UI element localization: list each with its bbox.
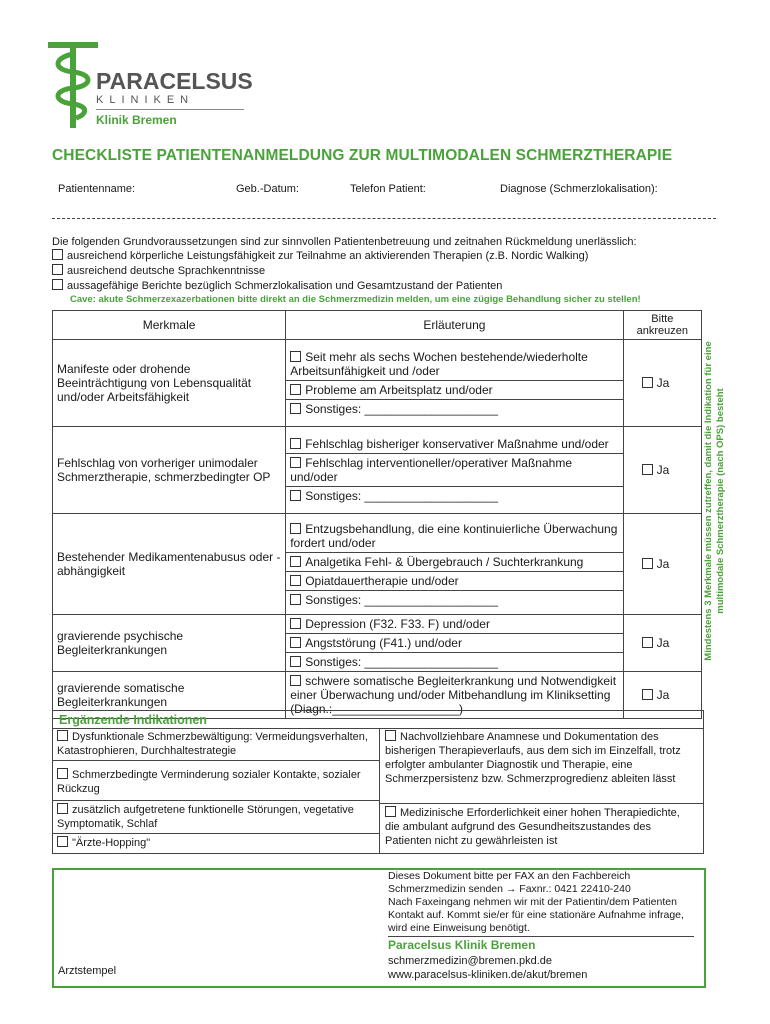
ja-cell[interactable]: Ja bbox=[623, 615, 701, 672]
merkmal-cell: gravierende psychische Begleiterkrankungen bbox=[53, 615, 286, 672]
header-merkmale: Merkmale bbox=[53, 311, 286, 340]
intro-item: ausreichend deutsche Sprachkenntnisse bbox=[52, 264, 265, 278]
ergaenzend-title-divider bbox=[53, 728, 703, 729]
checkbox-icon[interactable] bbox=[57, 768, 68, 779]
checkbox-icon[interactable] bbox=[290, 457, 301, 468]
clinic-name: Klinik Bremen bbox=[96, 113, 177, 127]
ja-cell[interactable]: Ja bbox=[623, 427, 701, 514]
checkbox-icon[interactable] bbox=[290, 618, 301, 629]
intro-item: aussagefähige Berichte bezüglich Schmerzlokalisation und Gesamtzustand der Patienten bbox=[52, 279, 502, 293]
erl-item[interactable]: Sonstiges: ____________________ bbox=[286, 653, 622, 671]
erg-left-divider bbox=[53, 800, 379, 801]
intro-text: Die folgenden Grundvoraussetzungen sind zur sinnvollen Patientenbetreuung und zeitnahen Rückmeldung unerlässlich: bbox=[52, 236, 637, 248]
fax-box bbox=[52, 868, 706, 988]
erl-item[interactable]: Fehlschlag bisheriger konservativer Maßnahme und/oder bbox=[286, 435, 622, 454]
checkbox-icon[interactable] bbox=[290, 656, 301, 667]
erl-item[interactable]: Opiatdauertherapie und/oder bbox=[286, 572, 622, 591]
erg-right-divider bbox=[379, 803, 703, 804]
checkbox-icon[interactable] bbox=[290, 438, 301, 449]
page-title: CHECKLISTE PATIENTENANMELDUNG ZUR MULTIMODALEN SCHMERZTHERAPIE bbox=[52, 147, 673, 164]
field-patient-name: Patientenname: bbox=[58, 183, 136, 195]
checkbox-icon[interactable] bbox=[290, 523, 301, 534]
erl-item[interactable]: Sonstiges: ____________________ bbox=[286, 400, 622, 418]
checkbox-icon[interactable] bbox=[290, 403, 301, 414]
checkbox-icon[interactable] bbox=[57, 730, 68, 741]
footer-clinic: Paracelsus Klinik Bremen bbox=[388, 938, 536, 952]
checkbox-icon[interactable] bbox=[290, 384, 301, 395]
fax-text: Dieses Dokument bitte per FAX an den Fachbereich Schmerzmedizin senden → Faxnr.: 0421 22410-240 bbox=[388, 870, 631, 895]
ja-cell[interactable]: Ja bbox=[623, 340, 701, 427]
checkbox-icon[interactable] bbox=[642, 637, 653, 648]
cave-note: Cave: akute Schmerzexazerbationen bitte direkt an die Schmerzmedizin melden, um eine zügige Behandlung sicher zu stellen! bbox=[70, 294, 641, 305]
table-row bbox=[53, 615, 702, 672]
checkbox-icon[interactable] bbox=[290, 556, 301, 567]
logo bbox=[48, 40, 253, 130]
ja-cell[interactable]: Ja bbox=[623, 514, 701, 615]
checkbox-icon[interactable] bbox=[642, 689, 653, 700]
erl-item[interactable]: Entzugsbehandlung, die eine kontinuierliche Überwachung fordert und/oder bbox=[286, 520, 622, 553]
staff-of-asclepius-icon bbox=[48, 40, 98, 130]
fax-divider bbox=[388, 936, 694, 937]
header-erlaeuterung: Erläuterung bbox=[286, 311, 623, 340]
checkbox-icon[interactable] bbox=[57, 803, 68, 814]
erg-right-item[interactable]: Nachvollziehbare Anamnese und Dokumentation des bisherigen Therapieverlaufs, aus dem sich im Einzelfall, trotz erfolgter ambulanter Diagnostik und Therapie, eine Schmerzpersistenz bzw. Schmerzprogredienz ableiten lässt bbox=[385, 731, 681, 785]
checkbox-icon[interactable] bbox=[52, 279, 63, 290]
criteria-table bbox=[52, 310, 702, 719]
erg-left-divider bbox=[53, 760, 379, 761]
table-row bbox=[53, 340, 702, 427]
checkbox-icon[interactable] bbox=[642, 464, 653, 475]
ergaenzend-section bbox=[52, 710, 704, 854]
checkbox-icon[interactable] bbox=[52, 264, 63, 275]
ergaenzend-col-divider bbox=[379, 728, 380, 853]
checkbox-icon[interactable] bbox=[385, 730, 396, 741]
erl-item[interactable]: Angststörung (F41.) und/oder bbox=[286, 634, 622, 653]
checkbox-icon[interactable] bbox=[57, 836, 68, 847]
fax-instructions bbox=[388, 870, 694, 935]
erl-item[interactable]: Probleme am Arbeitsplatz und/oder bbox=[286, 381, 622, 400]
erl-item[interactable]: Depression (F32. F33. F) und/oder bbox=[286, 615, 622, 634]
checkbox-icon[interactable] bbox=[642, 377, 653, 388]
arztstempel-label: Arztstempel bbox=[58, 965, 117, 977]
header-ankreuzen: Bitte ankreuzen bbox=[623, 311, 701, 340]
brand-name: PARACELSUS bbox=[96, 68, 253, 94]
brand-sub: KLINIKEN bbox=[96, 94, 195, 106]
checkbox-icon[interactable] bbox=[385, 806, 396, 817]
intro-item: ausreichend körperliche Leistungsfähigkeit zur Teilnahme an aktivierenden Therapien (z.B. Nordic Walking) bbox=[52, 249, 588, 263]
checkbox-icon[interactable] bbox=[52, 249, 63, 260]
ergaenzend-title: Ergänzende Indikationen bbox=[59, 713, 207, 727]
fields-underline bbox=[52, 218, 716, 219]
table-row bbox=[53, 514, 702, 615]
field-dob: Geb.-Datum: bbox=[236, 183, 299, 195]
checkbox-icon[interactable] bbox=[290, 675, 301, 686]
merkmal-cell: Fehlschlag von vorheriger unimodaler Schmerztherapie, schmerzbedingter OP bbox=[53, 427, 286, 514]
erg-left-divider bbox=[53, 833, 379, 834]
erl-item[interactable]: schwere somatische Begleiterkrankung und Notwendigkeit einer Überwachung und/oder Mitbehandlung im Kliniksetting (Diagn.:___________________) bbox=[290, 674, 617, 716]
erg-left-item[interactable]: "Ärzte-Hopping" bbox=[57, 836, 375, 850]
checkbox-icon[interactable] bbox=[290, 490, 301, 501]
after-fax-text: Nach Faxeingang nehmen wir mit der Patientin/dem Patienten Kontakt auf. Kommt sie/er für eine stationäre Aufnahme infrage, wird eine Einweisung benötigt. bbox=[388, 896, 684, 934]
merkmal-cell: gravierende somatische Begleiterkrankungen bbox=[53, 672, 286, 719]
footer-web[interactable]: www.paracelsus-kliniken.de/akut/bremen bbox=[388, 969, 588, 981]
field-diagnosis: Diagnose (Schmerzlokalisation): bbox=[500, 183, 658, 195]
erg-left-item[interactable]: zusätzlich aufgetretene funktionelle Störungen, vegetative Symptomatik, Schlaf bbox=[57, 804, 354, 830]
erg-left-item[interactable]: Dysfunktionale Schmerzbewältigung: Vermeidungsverhalten, Katastrophieren, Durchhaltestrategie bbox=[57, 731, 368, 757]
field-phone: Telefon Patient: bbox=[350, 183, 426, 195]
ja-cell[interactable]: Ja bbox=[623, 672, 701, 719]
checkbox-icon[interactable] bbox=[290, 575, 301, 586]
merkmal-cell: Manifeste oder drohende Beeinträchtigung von Lebensqualität und/oder Arbeitsfähigkeit bbox=[53, 340, 286, 427]
table-header-row bbox=[53, 311, 702, 340]
logo-divider bbox=[96, 109, 244, 110]
checkbox-icon[interactable] bbox=[290, 594, 301, 605]
erg-right-item[interactable]: Medizinische Erforderlichkeit einer hohen Therapiedichte, die ambulant aufgrund des Gesundheitszustandes des Patienten nicht zu gewährleisten ist bbox=[385, 807, 680, 847]
erl-item[interactable]: Fehlschlag interventioneller/operativer Maßnahme und/oder bbox=[286, 454, 622, 487]
table-row bbox=[53, 427, 702, 514]
checkbox-icon[interactable] bbox=[290, 637, 301, 648]
checkbox-icon[interactable] bbox=[290, 351, 301, 362]
erl-item[interactable]: Analgetika Fehl- & Übergebrauch / Suchterkrankung bbox=[286, 553, 622, 572]
erl-item[interactable]: Sonstiges: ____________________ bbox=[286, 591, 622, 609]
erg-left-item[interactable]: Schmerzbedingte Verminderung sozialer Kontakte, sozialer Rückzug bbox=[57, 769, 361, 795]
checkbox-icon[interactable] bbox=[642, 558, 653, 569]
side-note: Mindestens 3 Merkmale müssen zutreffen, damit die Indikation für eine multimodale Schmerztherapie (nach OPS) besteht bbox=[703, 341, 726, 661]
merkmal-cell: Bestehender Medikamentenabusus oder -abhängigkeit bbox=[53, 514, 286, 615]
erl-item[interactable]: Sonstiges: ____________________ bbox=[286, 487, 622, 505]
erl-item[interactable]: Seit mehr als sechs Wochen bestehende/wiederholte Arbeitsunfähigkeit und /oder bbox=[286, 348, 622, 381]
footer-email[interactable]: schmerzmedizin@bremen.pkd.de bbox=[388, 955, 553, 967]
